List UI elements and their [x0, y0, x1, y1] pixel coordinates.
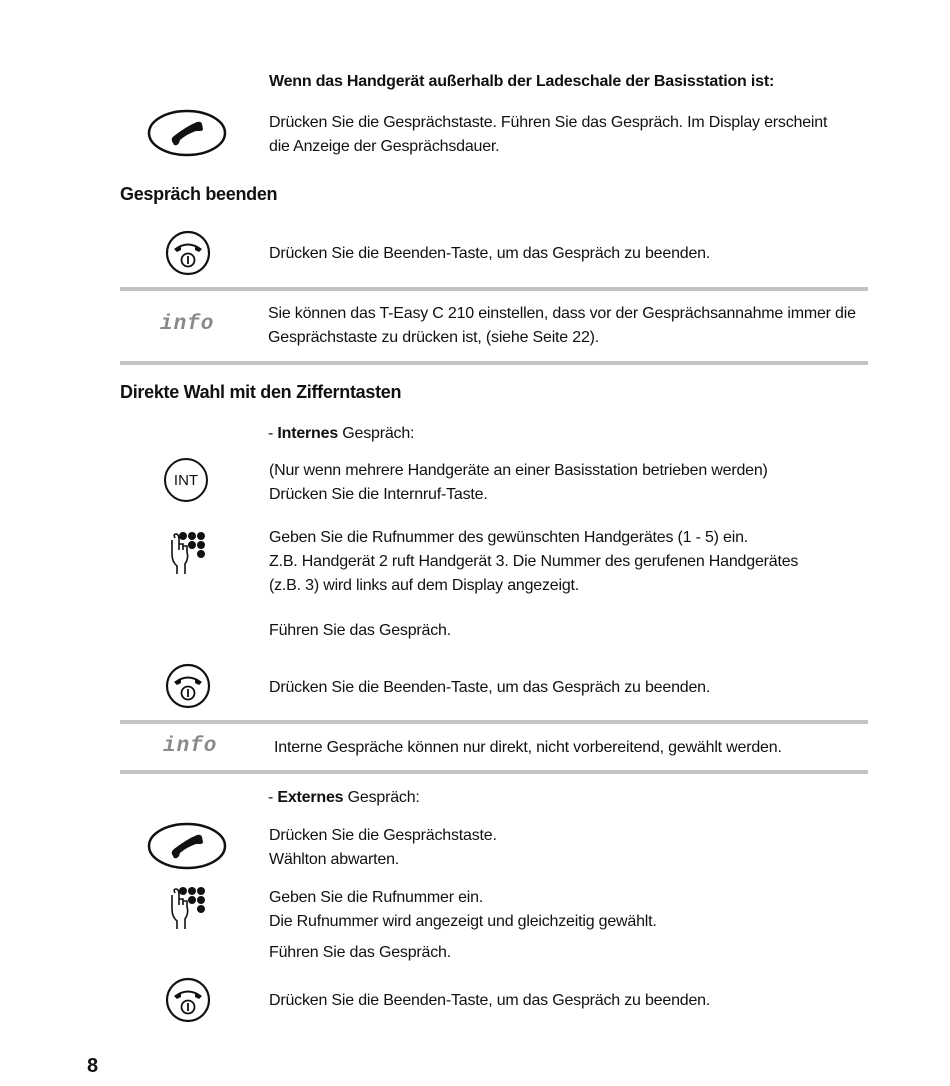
info-divider-bottom: [120, 770, 868, 774]
int-key-icon: [164, 458, 208, 502]
int-line-2: Drücken Sie die Internruf-Taste.: [269, 486, 488, 503]
internal-prefix: -: [268, 425, 278, 442]
external-rest: Gespräch:: [343, 789, 420, 806]
external-talk-text: Führen Sie das Gespräch.: [269, 944, 451, 961]
intro-line-1: Drücken Sie die Gesprächstaste. Führen Sie das Gespräch. Im Display erscheint: [269, 114, 828, 131]
external-bold: Externes: [277, 789, 344, 806]
dial-internal-line-3: (z.B. 3) wird links auf dem Display angezeigt.: [269, 577, 580, 594]
info-divider-top: [120, 287, 868, 291]
external-call-line-1: Drücken Sie die Gesprächstaste.: [269, 827, 497, 844]
end-call-key-icon: [165, 977, 211, 1023]
internal-rest: Gespräch:: [338, 425, 415, 442]
keypad-dial-icon: [168, 883, 208, 931]
keypad-dial-icon: [168, 528, 208, 576]
internal-call-heading: [268, 422, 414, 446]
info-1-line-2: Gesprächstaste zu drücken ist, (siehe Seite 22).: [268, 329, 600, 346]
int-key-label: INT: [173, 471, 199, 489]
internal-bold: Internes: [277, 425, 339, 442]
dial-external-line-1: Geben Sie die Rufnummer ein.: [269, 889, 484, 906]
info-label: info: [160, 313, 215, 336]
info-label: info: [163, 735, 218, 758]
info-2-text: Interne Gespräche können nur direkt, nicht vorbereitend, gewählt werden.: [274, 739, 782, 756]
intro-heading: Wenn das Handgerät außerhalb der Ladeschale der Basisstation ist:: [269, 73, 775, 90]
info-divider-top: [120, 720, 868, 724]
talk-key-icon: [147, 109, 227, 157]
external-prefix: -: [268, 789, 278, 806]
end-call-text: Drücken Sie die Beenden-Taste, um das Gespräch zu beenden.: [269, 245, 711, 262]
talk-key-icon: [147, 822, 227, 870]
end-call-key-icon: [165, 663, 211, 709]
internal-talk-text: Führen Sie das Gespräch.: [269, 622, 451, 639]
dial-internal-line-2: Z.B. Handgerät 2 ruft Handgerät 3. Die Nummer des gerufenen Handgerätes: [269, 553, 799, 570]
page-number: 8: [87, 1055, 99, 1077]
intro-line-2: die Anzeige der Gesprächsdauer.: [269, 138, 500, 155]
dial-external-line-2: Die Rufnummer wird angezeigt und gleichzeitig gewählt.: [269, 913, 657, 930]
info-divider-bottom: [120, 361, 868, 365]
internal-end-text: Drücken Sie die Beenden-Taste, um das Gespräch zu beenden.: [269, 679, 711, 696]
external-call-heading: [268, 786, 420, 810]
end-call-key-icon: [165, 230, 211, 276]
dial-internal-line-1: Geben Sie die Rufnummer des gewünschten Handgerätes (1 - 5) ein.: [269, 529, 749, 546]
external-end-text: Drücken Sie die Beenden-Taste, um das Gespräch zu beenden.: [269, 992, 711, 1009]
section-title-direct-dial: Direkte Wahl mit den Zifferntasten: [120, 382, 402, 402]
external-call-line-2: Wählton abwarten.: [269, 851, 400, 868]
int-line-1: (Nur wenn mehrere Handgeräte an einer Basisstation betrieben werden): [269, 462, 768, 479]
info-1-line-1: Sie können das T-Easy C 210 einstellen, dass vor der Gesprächsannahme immer die: [268, 305, 856, 322]
section-title-end-call: Gespräch beenden: [120, 184, 278, 204]
